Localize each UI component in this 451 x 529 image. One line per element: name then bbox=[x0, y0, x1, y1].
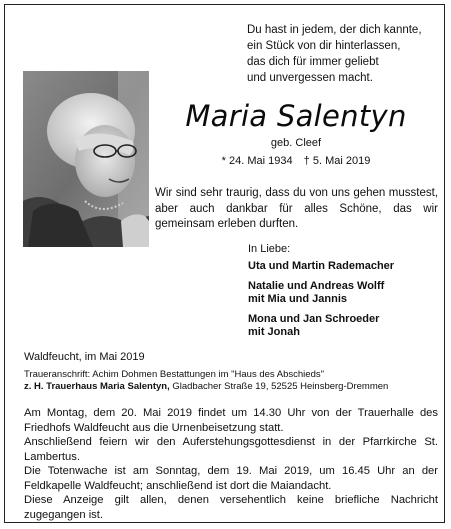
info-paragraph: Diese Anzeige gilt allen, denen versehentlich keine briefliche Nachricht zugegangen ist. bbox=[24, 494, 438, 521]
family-entry bbox=[248, 260, 394, 274]
portrait-image bbox=[23, 71, 149, 247]
portrait-photo bbox=[23, 71, 149, 247]
memorial-poem bbox=[247, 22, 422, 86]
mourning-address-line1: Traueranschrift: Achim Dohmen Bestattungen im "Haus des Abschieds" bbox=[24, 369, 324, 380]
info-paragraph: Anschließend feiern wir den Auferstehungsgottesdienst in der Pfarrkirche St. Lambertus. bbox=[24, 436, 438, 463]
in-love-label: In Liebe: bbox=[248, 243, 291, 255]
service-information bbox=[24, 406, 438, 522]
info-paragraph: Die Totenwache ist am Sonntag, dem 19. Mai 2019, um 16.45 Uhr an der Feldkapelle Waldfeucht; anschließend ist dort die Maiandacht. bbox=[24, 465, 438, 492]
place-date: Waldfeucht, im Mai 2019 bbox=[24, 351, 145, 363]
family-line: Natalie und Andreas Wolff bbox=[248, 279, 385, 292]
mourning-address-recipient: z. H. Trauerhaus Maria Salentyn, bbox=[24, 381, 170, 392]
birth-name: geb. Cleef bbox=[270, 137, 322, 149]
poem-line: ein Stück von dir hinterlassen, bbox=[247, 40, 401, 52]
family-line: mit Mia und Jannis bbox=[248, 293, 348, 305]
poem-line: das dich für immer geliebt bbox=[247, 56, 379, 68]
death-date: † 5. Mai 2019 bbox=[303, 155, 371, 167]
family-line: Mona und Jan Schroeder bbox=[248, 312, 380, 325]
poem-line: Du hast in jedem, der dich kannte, bbox=[247, 24, 422, 36]
life-dates bbox=[161, 155, 431, 167]
family-line: mit Jonah bbox=[248, 326, 300, 338]
family-entry bbox=[248, 280, 394, 307]
obituary-notice bbox=[4, 4, 445, 523]
mourning-address-line2 bbox=[24, 381, 388, 392]
family-entry bbox=[248, 313, 394, 340]
sorrow-message: Wir sind sehr traurig, dass du von uns gehen musstest, aber auch dankbar für alles Schöne, das wir gemeinsam erleben durften. bbox=[155, 187, 438, 230]
mourning-address-street: Gladbacher Straße 19, 52525 Heinsberg-Dremmen bbox=[169, 381, 389, 392]
deceased-name: Maria Salentyn bbox=[185, 99, 407, 133]
family-line: Uta und Martin Rademacher bbox=[248, 260, 395, 272]
birth-date: * 24. Mai 1934 bbox=[221, 155, 293, 167]
info-paragraph: Am Montag, dem 20. Mai 2019 findet um 14.30 Uhr von der Trauerhalle des Friedhofs Waldfeucht aus die Urnenbeisetzung statt. bbox=[24, 407, 438, 434]
poem-line: und unvergessen macht. bbox=[247, 72, 373, 84]
family-list bbox=[248, 260, 394, 346]
